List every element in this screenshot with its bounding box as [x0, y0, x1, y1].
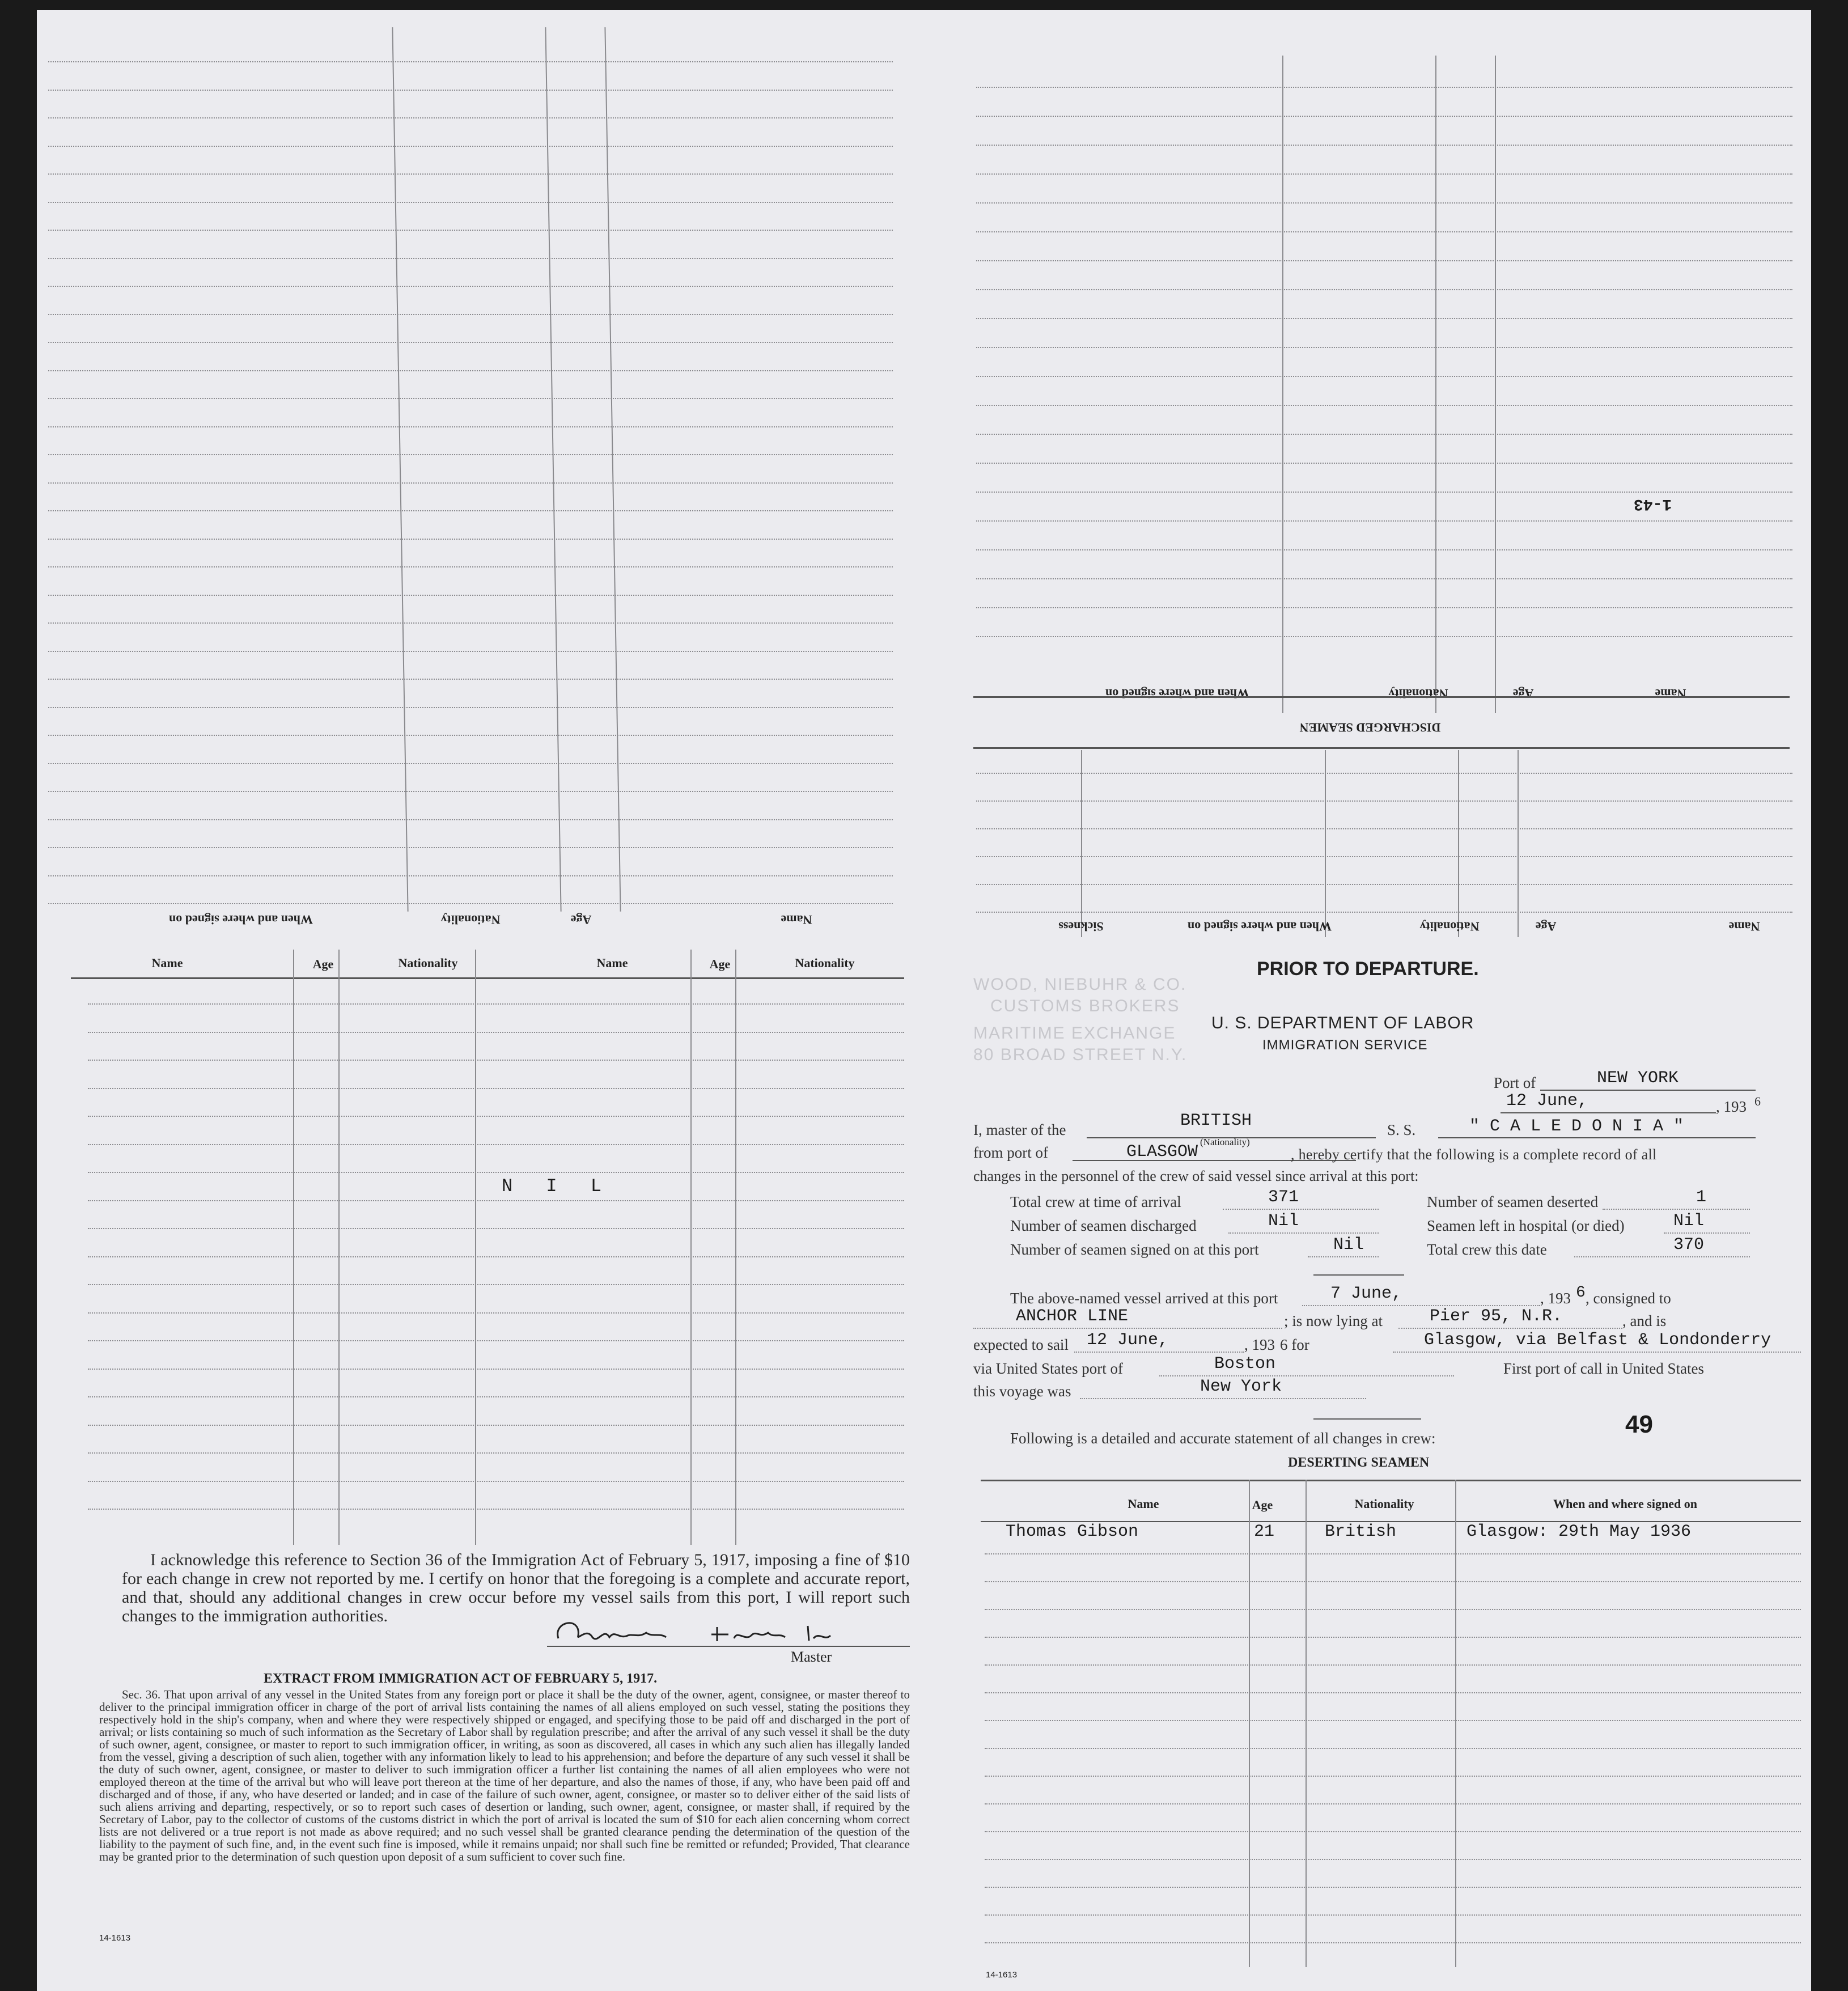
ruled-line: [976, 549, 1792, 550]
destination-value: Glasgow, via Belfast & Londonderry: [1424, 1331, 1771, 1350]
ruled-line: [985, 1748, 1801, 1749]
ruled-line: [976, 116, 1792, 117]
port-label: Port of: [1494, 1074, 1536, 1091]
seaman-nationality: British: [1325, 1522, 1397, 1541]
consignee-value: ANCHOR LINE: [1016, 1307, 1129, 1326]
following-text: Following is a detailed and accurate statement of all changes in crew:: [1010, 1430, 1436, 1447]
ruled-line: [48, 370, 893, 371]
and-is: , and is: [1622, 1312, 1667, 1329]
ruled-line: [48, 566, 893, 567]
ruled-line: [985, 1914, 1801, 1916]
col-header-age: Age: [1535, 920, 1557, 934]
certification-text: I acknowledge this reference to Section 36 of the Immigration Act of February 5, 1917, imposing a fine of $10 for each change in crew not reported by me. I certify on honor that the foregoing is a complete and accurate report, and that, should any additional changes in crew occur before my vessel sails from this port, I will report such changes to the immigration authorities.: [122, 1551, 910, 1625]
ruled-line: [48, 454, 893, 455]
ruled-line: [985, 1664, 1801, 1666]
year-mid: , 193: [1540, 1290, 1571, 1307]
hospital-label: Seamen left in hospital (or died): [1427, 1217, 1625, 1234]
discharged-label: Number of seamen discharged: [1010, 1217, 1197, 1234]
ruled-line: [976, 492, 1792, 493]
ruled-line: [985, 1637, 1801, 1638]
ruled-line: [48, 875, 893, 876]
ruled-line: [48, 847, 893, 848]
nil-entry: N I L: [502, 1176, 613, 1197]
col-header-age: Age: [1512, 687, 1534, 701]
ruled-line: [88, 1228, 904, 1229]
ruled-line: [48, 61, 893, 62]
signed-on-label: Number of seamen signed on at this port: [1010, 1241, 1259, 1258]
ruled-line: [88, 1481, 904, 1482]
nationality-note: (Nationality): [1200, 1137, 1250, 1147]
ruled-line: [976, 434, 1792, 435]
broker-stamp: [973, 974, 1187, 1066]
form-number: 14-1613: [986, 1970, 1018, 1980]
discharged-header: [973, 914, 1790, 937]
col-header-age-2: Age: [709, 957, 731, 971]
total-crew-today-value: 370: [1673, 1235, 1705, 1255]
total-crew-arrival-label: Total crew at time of arrival: [1010, 1193, 1181, 1210]
seaman-name: Thomas Gibson: [1006, 1522, 1139, 1541]
col-header-age: Age: [570, 913, 592, 927]
ruled-line: [48, 90, 893, 91]
ruled-line: [48, 342, 893, 343]
ruled-line: [976, 260, 1792, 261]
ruled-line: [985, 1720, 1801, 1721]
deserted-value: 1: [1696, 1188, 1707, 1207]
master-of-label: I, master of the: [973, 1121, 1066, 1138]
ruled-line: [976, 289, 1792, 290]
col-header-signed-on: When and where signed on: [1105, 687, 1249, 701]
extract-text: Sec. 36. That upon arrival of any vessel in the United States from any foreign port or place it shall be the duty of the owner, agent, consignee, or master thereof to deliver to the principal immigration officer in charge of the port of arrival lists containing the names of all aliens employed on such vessel, stating the positions they respectively hold in the ship's company, when and where they were respectively shipped or engaged, and specifying those to be paid off and discharged in the port of arrival; or lists containing so much of such information as the Secretary of Labor shall by regulation prescribe; and after the arrival of any such vessel it shall be the duty of such owner, agent, consignee, or master to report to such immigration officer, in writing, as soon as discovered, all cases in which any such alien has illegally landed from the vessel, giving a description of such alien, together with any information likely to lead to his apprehension; and before the departure of any such vessel it shall be the duty of such owner, agent, consignee, or master to deliver to such immigration officer a further list containing the names of all alien employees who were not employed thereon at the time of the arrival but who will leave port thereon at the time of her departure, and also the names of those, if any, who have been paid off and discharged and of those, if any, who have deserted or landed; and in case of the failure of such owner, agent, consignee, or master so to deliver either of the said lists of such aliens arriving and departing, respectively, or so to report such cases of desertion or landing, such owner, agent, consignee, or master shall, if required by the Secretary of Labor, pay to the collector of customs of the customs district in which the port of arrival is located the sum of $10 for each alien concerning whom correct lists are not delivered or a true report is not made as above required; and no such vessel shall be granted clearance pending the determination of the question of the liability to the payment of such fine, and, in the event such fine is imposed, while it remains unpaid; nor shall such fine be remitted or refunded; Provided, That clearance may be granted prior to the determination of such question upon deposit of a sum sufficient to cover such fine.: [99, 1688, 910, 1863]
seaman-age: 21: [1254, 1522, 1275, 1541]
ruled-line: [48, 202, 893, 203]
col-header-name: Name: [1128, 1497, 1159, 1511]
col-header-sickness: Sickness: [1058, 920, 1104, 934]
col-header-signed-on: When and where signed on: [169, 913, 313, 927]
ruled-line: [48, 173, 893, 175]
folio-number: 49: [1625, 1410, 1653, 1438]
ruled-line: [976, 231, 1792, 232]
arrived-year-digit: 6: [1576, 1284, 1586, 1302]
form-number: 14-1613: [99, 1933, 131, 1943]
ruled-line: [48, 117, 893, 118]
department: U. S. DEPARTMENT OF LABOR: [1211, 1014, 1474, 1032]
total-crew-today-label: Total crew this date: [1427, 1241, 1547, 1258]
ruled-line: [48, 819, 893, 820]
seaman-signed-on: Glasgow: 29th May 1936: [1466, 1522, 1692, 1541]
ruled-line: [976, 376, 1792, 377]
ruled-line: [48, 286, 893, 287]
via-port-value: Boston: [1214, 1354, 1276, 1374]
col-header-name: Name: [1655, 687, 1686, 701]
ruled-line: [88, 1060, 904, 1061]
ruled-line: [976, 856, 1792, 857]
ruled-line: [88, 1032, 904, 1033]
lower-right-sheet: [917, 941, 1811, 1991]
ruled-line: [88, 1340, 904, 1341]
col-header-signed-on: When and where signed on: [1553, 1497, 1697, 1511]
ruled-line: [976, 318, 1792, 319]
ruled-line: [48, 651, 893, 652]
ruled-line: [48, 735, 893, 736]
ruled-line: [48, 258, 893, 259]
ruled-line: [48, 539, 893, 540]
ruled-line: [985, 1776, 1801, 1777]
ruled-line: [976, 145, 1792, 146]
ruled-line: [976, 884, 1792, 885]
ruled-line: [48, 314, 893, 315]
master-label: Master: [791, 1649, 832, 1665]
lower-left-sheet: [37, 941, 917, 1991]
arrived-date: 7 June,: [1330, 1284, 1402, 1303]
ruled-line: [48, 763, 893, 764]
ruled-line: [985, 1553, 1801, 1554]
ruled-line: [88, 1312, 904, 1314]
ruled-line: [48, 510, 893, 511]
ruled-line: [48, 230, 893, 231]
ruled-line: [976, 636, 1792, 637]
ruled-line: [976, 773, 1792, 774]
ruled-line: [88, 1256, 904, 1257]
master-signature: [547, 1616, 898, 1650]
ruled-line: [88, 1452, 904, 1454]
deserting-title: DESERTING SEAMEN: [1288, 1455, 1430, 1470]
ruled-line: [88, 1144, 904, 1145]
sail-date: 12 June,: [1087, 1331, 1169, 1350]
ruled-line: [976, 607, 1792, 608]
ruled-line: [48, 791, 893, 792]
from-port-value: GLASGOW: [1126, 1142, 1198, 1162]
ship-name: " C A L E D O N I A ": [1469, 1117, 1684, 1136]
year-digit: 6: [1754, 1094, 1761, 1108]
ruled-line: [48, 398, 893, 399]
ruled-line: [976, 912, 1792, 913]
ruled-line: [88, 1003, 904, 1005]
col-header-nationality-2: Nationality: [795, 956, 855, 970]
arrived-label: The above-named vessel arrived at this port: [1010, 1290, 1278, 1307]
ruled-line: [985, 1803, 1801, 1804]
first-port-value: New York: [1200, 1377, 1282, 1396]
ruled-line: [48, 482, 893, 484]
certify-text-2: changes in the personnel of the crew of said vessel since arrival at this port:: [973, 1168, 1419, 1184]
ruled-line: [976, 173, 1792, 175]
voyage-label: this voyage was: [973, 1383, 1071, 1400]
col-header-name-1: Name: [151, 956, 183, 970]
ruled-line: [48, 903, 893, 904]
ruled-line: [976, 800, 1792, 802]
ruled-line: [976, 405, 1792, 406]
ruled-line: [985, 1609, 1801, 1610]
stamp-line: 80 BROAD STREET N.Y.: [973, 1045, 1188, 1064]
discharged-value: Nil: [1268, 1211, 1299, 1231]
col-header-name: Name: [1728, 920, 1760, 934]
ruled-line: [48, 146, 893, 147]
ruled-line: [88, 1425, 904, 1426]
ruled-line: [88, 1369, 904, 1370]
total-crew-arrival-value: 371: [1268, 1188, 1299, 1207]
service: IMMIGRATION SERVICE: [1262, 1037, 1428, 1053]
ruled-line: [88, 1200, 904, 1201]
ruled-line: [88, 1509, 904, 1510]
ruled-line: [88, 1284, 904, 1285]
lying-value: Pier 95, N.R.: [1430, 1307, 1563, 1326]
lying-label: ; is now lying at: [1284, 1312, 1383, 1329]
ruled-line: [976, 347, 1792, 348]
deserted-label: Number of seamen deserted: [1427, 1193, 1599, 1210]
ss-label: S. S.: [1387, 1121, 1416, 1138]
ruled-line: [88, 1396, 904, 1397]
upper-right-sheet: [917, 10, 1811, 941]
ruled-line: [985, 1692, 1801, 1693]
ruled-line: [976, 828, 1792, 829]
upper-left-sheet: [37, 10, 917, 941]
from-port-label: from port of: [973, 1144, 1048, 1161]
expected-label: expected to sail: [973, 1336, 1069, 1353]
ruled-line: [985, 1831, 1801, 1832]
sail-year-for: 6 for: [1280, 1336, 1309, 1353]
col-header-name: Name: [781, 913, 812, 927]
ruled-line: [976, 202, 1792, 204]
hospital-value: Nil: [1673, 1211, 1705, 1231]
ruled-line: [976, 87, 1792, 88]
ruled-line: [985, 1887, 1801, 1888]
year-193: , 193: [1244, 1336, 1275, 1353]
consigned-label: , consigned to: [1586, 1290, 1671, 1307]
port-value: NEW YORK: [1597, 1069, 1679, 1088]
col-header-signed-on: When and where signed on: [1188, 920, 1332, 934]
stamp-line: MARITIME EXCHANGE: [973, 1024, 1176, 1043]
ruled-line: [48, 595, 893, 596]
col-header-nationality-1: Nationality: [398, 956, 458, 970]
certify-text: , hereby certify that the following is a complete record of all: [1291, 1146, 1657, 1163]
stamp-line: WOOD, NIEBUHR & CO.: [973, 975, 1187, 994]
via-label: via United States port of: [973, 1360, 1123, 1377]
col-header-age-1: Age: [312, 957, 334, 971]
ruled-line: [88, 1116, 904, 1117]
col-header-age: Age: [1252, 1498, 1273, 1512]
ruled-line: [976, 463, 1792, 464]
first-port-label: First port of call in United States: [1503, 1360, 1704, 1377]
nationality-value: BRITISH: [1180, 1111, 1252, 1130]
upper-left-header: [82, 909, 917, 931]
margin-mark: 1-43: [1634, 495, 1672, 512]
col-header-nationality: Nationality: [1388, 687, 1448, 701]
col-header-nationality: Nationality: [1354, 1497, 1414, 1511]
signed-on-value: Nil: [1333, 1235, 1364, 1255]
ruled-line: [48, 707, 893, 708]
ruled-line: [48, 679, 893, 680]
extract-title: EXTRACT FROM IMMIGRATION ACT OF FEBRUARY 5, 1917.: [264, 1671, 658, 1686]
ruled-line: [985, 1859, 1801, 1860]
col-header-nationality: Nationality: [1419, 920, 1480, 934]
col-header-name-2: Name: [596, 956, 628, 970]
ruled-line: [48, 622, 893, 624]
col-header-nationality: Nationality: [440, 913, 501, 927]
ruled-line: [88, 1088, 904, 1089]
ruled-line: [985, 1581, 1801, 1582]
discharged-seamen-title: DISCHARGED SEAMEN: [1299, 721, 1441, 735]
date-value: 12 June,: [1506, 1091, 1588, 1111]
upper-right-header: [973, 679, 1790, 708]
form-title: PRIOR TO DEPARTURE.: [1257, 958, 1479, 980]
ruled-line: [48, 426, 893, 427]
ruled-line: [976, 578, 1792, 579]
ruled-line: [88, 1172, 904, 1173]
ruled-line: [985, 1942, 1801, 1943]
ruled-line: [976, 520, 1792, 522]
year-prefix: , 193: [1716, 1098, 1747, 1115]
stamp-line: CUSTOMS BROKERS: [990, 997, 1180, 1015]
